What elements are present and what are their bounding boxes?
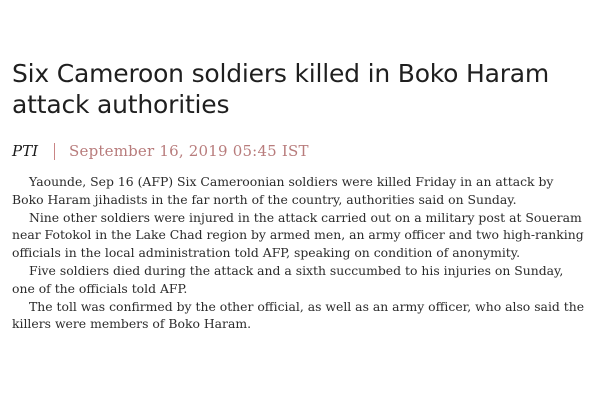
article-byline bbox=[12, 142, 588, 160]
byline-separator bbox=[54, 143, 55, 160]
article-paragraph: Five soldiers died during the attack and a sixth succumbed to his injuries on Sunday, one of the officials told AFP. bbox=[12, 262, 564, 296]
article-paragraph: The toll was confirmed by the other official, as well as an army officer, who also said the killers were members of Boko Haram. bbox=[12, 298, 585, 332]
article-paragraph: Yaounde, Sep 16 (AFP) Six Cameroonian soldiers were killed Friday in an attack by Boko Haram jihadists in the far north of the country, authorities said on Sunday. bbox=[12, 174, 554, 207]
article-paragraph: Nine other soldiers were injured in the attack carried out on a military post at Soueram near Fotokol in the Lake Chad region by armed men, an army officer and two high-ranking officials in the local administration told AFP, speaking on condition of anonymity. bbox=[12, 209, 584, 261]
article-author: PTI bbox=[12, 142, 39, 160]
article-headline: Six Cameroon soldiers killed in Boko Haram attack authorities bbox=[12, 59, 550, 119]
article-date: September 16, 2019 05:45 IST bbox=[69, 142, 309, 160]
article-body bbox=[12, 173, 588, 333]
